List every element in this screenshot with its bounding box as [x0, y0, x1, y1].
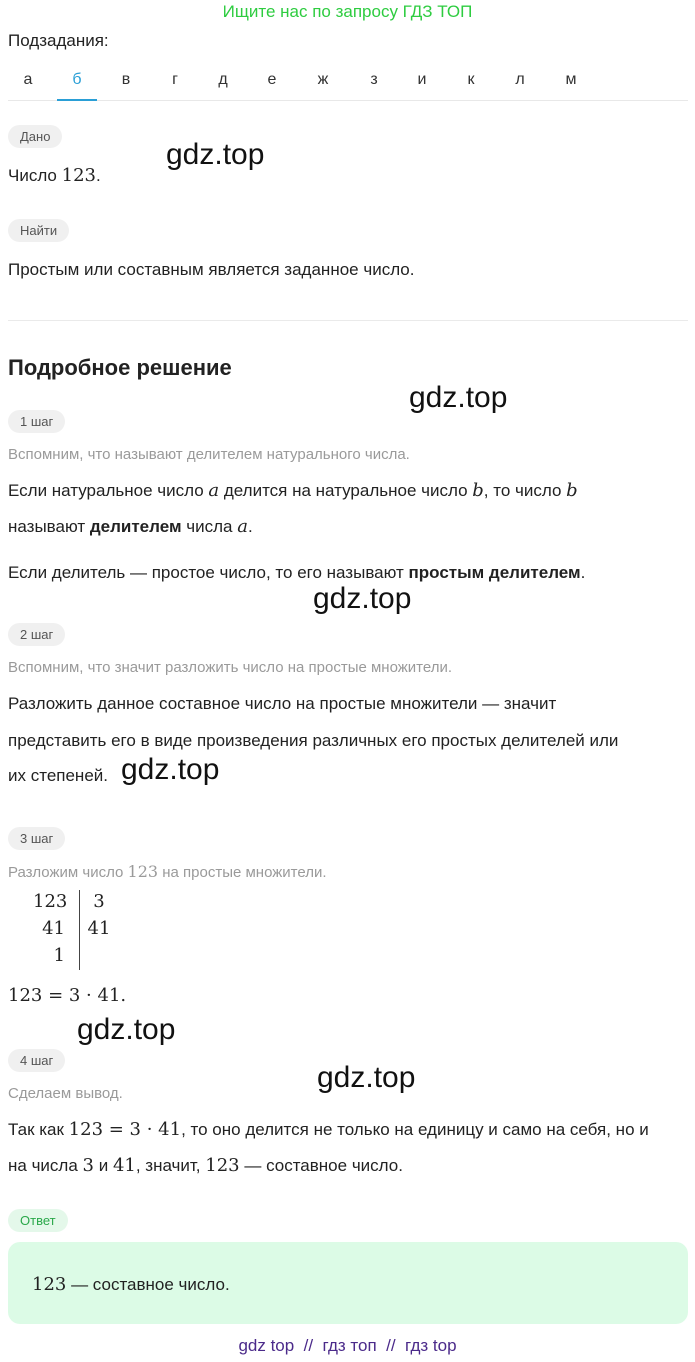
tab-i[interactable]: и: [417, 71, 427, 88]
step-1-line-2: называют делителем числа a.: [8, 516, 253, 537]
step-1-hint: Вспомним, что называют делителем натурального числа.: [8, 446, 410, 463]
step-4-label: 4 шаг: [8, 1049, 65, 1072]
factor-table: [33, 891, 119, 972]
divider: [8, 320, 688, 321]
table-row: 41 41: [42, 918, 111, 939]
step-2-label: 2 шаг: [8, 623, 65, 646]
step-4-line-1: Так как 123 = 3 · 41, то оно делится не только на единицу и само на себя, но и: [8, 1119, 649, 1140]
step-3-label: 3 шаг: [8, 827, 65, 850]
watermark: gdz.top: [166, 138, 265, 171]
solution-title: Подробное решение: [8, 355, 232, 380]
subtasks-label: Подзадания:: [8, 31, 109, 50]
tab-d[interactable]: д: [218, 71, 228, 88]
watermark: gdz.top: [121, 753, 220, 786]
watermark: gdz.top: [313, 582, 412, 615]
answer-text: 123 — составное число.: [32, 1274, 230, 1295]
step-4-hint: Сделаем вывод.: [8, 1085, 123, 1102]
tab-m[interactable]: м: [565, 71, 577, 88]
given-text: Число 123.: [8, 165, 101, 186]
step-1-line-1: Если натуральное число a делится на натуральное число b, то число b: [8, 480, 578, 501]
footer-links[interactable]: gdz top // гдз топ // гдз top: [238, 1336, 457, 1355]
tab-v[interactable]: в: [121, 71, 131, 88]
tab-k[interactable]: к: [467, 71, 475, 88]
tab-a[interactable]: а: [23, 71, 33, 88]
tab-l[interactable]: л: [515, 71, 525, 88]
step-1-line-3: Если делитель — простое число, то его называют простым делителем.: [8, 563, 586, 582]
answer-label: Ответ: [8, 1209, 68, 1232]
step-1-label: 1 шаг: [8, 410, 65, 433]
tab-e[interactable]: е: [267, 71, 277, 88]
tab-g[interactable]: г: [172, 71, 178, 88]
tab-z[interactable]: з: [370, 71, 378, 88]
step-4-line-2: на числа 3 и 41, значит, 123 — составное число.: [8, 1155, 403, 1176]
table-row: 1: [53, 945, 65, 966]
step-2-line-1: Разложить данное составное число на простые множители — значит: [8, 694, 557, 713]
given-label: Дано: [8, 125, 62, 148]
watermark: gdz.top: [409, 381, 508, 414]
find-text: Простым или составным является заданное число.: [8, 260, 415, 279]
step-2-line-3: их степеней.: [8, 766, 108, 785]
tab-b[interactable]: б: [57, 62, 97, 101]
table-row: 123 3: [33, 891, 105, 912]
watermark: gdz.top: [77, 1013, 176, 1046]
step-2-line-2: представить его в виде произведения различных его простых делителей или: [8, 731, 619, 750]
subtask-tabs: [8, 62, 688, 101]
step-3-hint: Разложим число 123 на простые множители.: [8, 862, 327, 881]
search-banner: Ищите нас по запросу ГДЗ ТОП: [222, 2, 473, 21]
step-2-hint: Вспомним, что значит разложить число на простые множители.: [8, 659, 453, 676]
factorization-result: 123 = 3 · 41.: [8, 985, 127, 1006]
tab-zh[interactable]: ж: [317, 71, 329, 88]
find-label: Найти: [8, 219, 69, 242]
watermark: gdz.top: [317, 1061, 416, 1094]
